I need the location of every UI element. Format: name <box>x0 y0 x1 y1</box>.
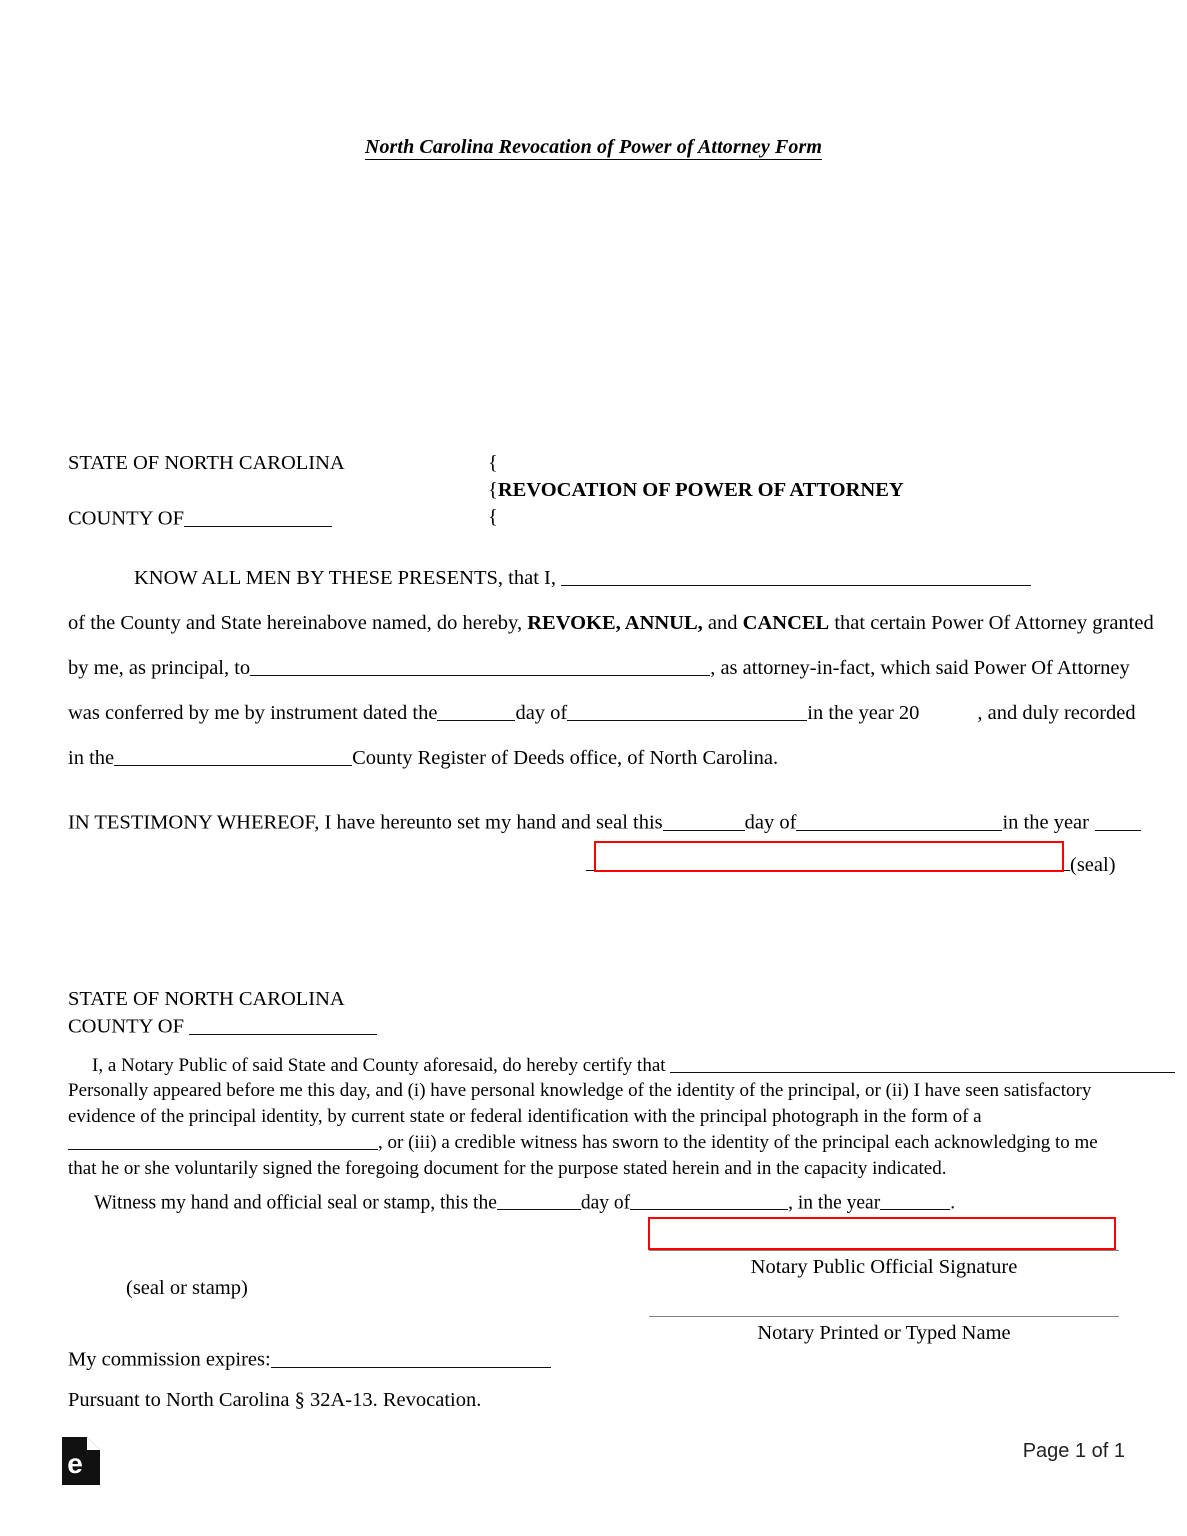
county-blank-field[interactable] <box>184 504 332 527</box>
body-para2-bold-revoke: REVOKE, ANNUL, <box>527 612 703 634</box>
notary-cert-line-2 <box>68 1078 1126 1104</box>
body-para4-text-d: , and duly recorded <box>977 702 1136 724</box>
principal-name-blank-field[interactable] <box>561 563 1031 586</box>
caption-block <box>68 450 1128 531</box>
seal-or-stamp-label: (seal or stamp) <box>126 1277 248 1299</box>
witness-text-d: . <box>950 1192 956 1214</box>
notary-cert-line-3 <box>68 1104 1126 1130</box>
notary-cert-text-1: I, a Notary Public of said State and County aforesaid, do hereby certify that <box>92 1054 671 1076</box>
body-para3-text-b: , as attorney-in-fact, which said Power Of Attorney <box>710 657 1130 679</box>
witness-line <box>68 1189 955 1214</box>
body-para2-text-a: of the County and State hereinabove named, do hereby, <box>68 612 528 634</box>
body-para5-text-a: in the <box>68 747 115 769</box>
caption-row-heading <box>68 477 1128 504</box>
county-label: COUNTY OF <box>68 507 184 530</box>
testimony-line <box>68 808 1128 837</box>
witness-day-blank-field[interactable] <box>497 1189 581 1210</box>
brace-top: { <box>488 452 498 474</box>
body-para2-text-b: and <box>702 612 743 634</box>
caption-row-county <box>68 504 1128 531</box>
revocation-heading-text: REVOCATION OF POWER OF ATTORNEY <box>497 479 904 501</box>
body-para5-text-b: County Register of Deeds office, of North Carolina. <box>352 747 779 769</box>
eforms-logo-icon <box>62 1437 100 1485</box>
notary-name-rule <box>649 1316 1119 1317</box>
attorney-in-fact-blank-field[interactable] <box>250 653 710 676</box>
body-para2-text-c: that certain Power Of Attorney granted <box>829 612 1154 634</box>
page-title <box>0 136 1187 159</box>
state-label: STATE OF NORTH CAROLINA <box>68 452 345 474</box>
instrument-month-blank-field[interactable] <box>567 698 807 721</box>
body-paragraph-2 <box>68 601 1154 646</box>
witness-year-blank-field[interactable] <box>880 1189 950 1210</box>
body-paragraph-4 <box>68 691 1136 736</box>
testimony-text-b: day of <box>744 811 797 834</box>
notary-cert-line-1 <box>68 1052 1126 1078</box>
notary-cert-text-4: , or (iii) a credible witness has sworn to the identity of the principal each acknowledging to me <box>378 1132 1098 1154</box>
svg-text:e: e <box>67 1448 83 1479</box>
commission-expires-label: My commission expires: <box>68 1348 271 1371</box>
witness-month-blank-field[interactable] <box>630 1189 788 1210</box>
notary-signature-rule <box>649 1250 1119 1251</box>
notary-signature-label: Notary Public Official Signature <box>750 1256 1018 1278</box>
body-para3-text-a: by me, as principal, to <box>68 657 251 679</box>
witness-text-a: Witness my hand and official seal or stamp, this the <box>94 1192 497 1214</box>
principal-signature-form-field[interactable] <box>594 841 1064 872</box>
notary-signature-form-field[interactable] <box>648 1217 1116 1250</box>
statute-reference: Pursuant to North Carolina § 32A-13. Revocation. <box>68 1389 482 1411</box>
notary-state-label: STATE OF NORTH CAROLINA <box>68 988 345 1010</box>
commission-expires-row <box>68 1345 551 1372</box>
brace-bottom: { <box>488 506 498 528</box>
witness-text-b: day of <box>580 1192 631 1214</box>
instrument-day-blank-field[interactable] <box>437 698 515 721</box>
body-paragraph-1 <box>68 556 1123 601</box>
notary-cert-text-5: that he or she voluntarily signed the foregoing document for the purpose stated herein and in the capacity indicated. <box>68 1157 947 1179</box>
notary-venue-block <box>68 987 377 1040</box>
witness-text-c: , in the year <box>788 1192 881 1214</box>
notary-cert-text-3: evidence of the principal identity, by current state or federal identification with the principal photograph in the form of a <box>68 1105 982 1127</box>
county-register-blank-field[interactable] <box>114 743 352 766</box>
notary-cert-line-4 <box>68 1129 1126 1155</box>
testimony-year-blank-field[interactable] <box>1095 808 1141 831</box>
notary-cert-text-2: Personally appeared before me this day, and (i) have personal knowledge of the identity of the principal, or (ii) I have seen satisfactory <box>68 1080 1092 1102</box>
notary-certify-name-blank-field[interactable] <box>670 1052 1175 1073</box>
notary-cert-line-5 <box>68 1156 1126 1182</box>
caption-row-state <box>68 450 1128 477</box>
page-title-text: North Carolina Revocation of Power of Attorney Form <box>364 136 823 158</box>
notary-name-label: Notary Printed or Typed Name <box>757 1322 1011 1344</box>
body-paragraph-5 <box>68 736 1123 781</box>
body-para1-text: KNOW ALL MEN BY THESE PRESENTS, that I, <box>134 567 562 589</box>
brace-middle: { <box>488 479 498 501</box>
body-para4-text-b: day of <box>515 702 568 724</box>
notary-county-row <box>68 1012 377 1040</box>
testimony-month-blank-field[interactable] <box>796 808 1002 831</box>
notary-county-blank-field[interactable] <box>189 1012 377 1035</box>
body-block <box>68 556 1154 781</box>
body-para2-bold-cancel: CANCEL <box>742 612 830 634</box>
body-paragraph-3 <box>68 646 1130 691</box>
commission-expires-blank-field[interactable] <box>271 1345 551 1368</box>
body-para4-text-a: was conferred by me by instrument dated the <box>68 702 438 724</box>
testimony-day-blank-field[interactable] <box>663 808 745 831</box>
seal-label: (seal) <box>1070 854 1116 876</box>
notary-county-label: COUNTY OF <box>68 1015 190 1038</box>
notary-id-form-blank-field[interactable] <box>68 1129 378 1150</box>
testimony-text-c: in the year <box>1002 811 1089 834</box>
revocation-heading <box>488 477 904 504</box>
page-number-label: Page 1 of 1 <box>1022 1440 1125 1462</box>
testimony-text-a: IN TESTIMONY WHEREOF, I have hereunto set my hand and seal this <box>68 811 663 834</box>
body-para4-text-c: in the year 20 <box>807 702 920 724</box>
notary-certification-block <box>68 1052 1126 1181</box>
